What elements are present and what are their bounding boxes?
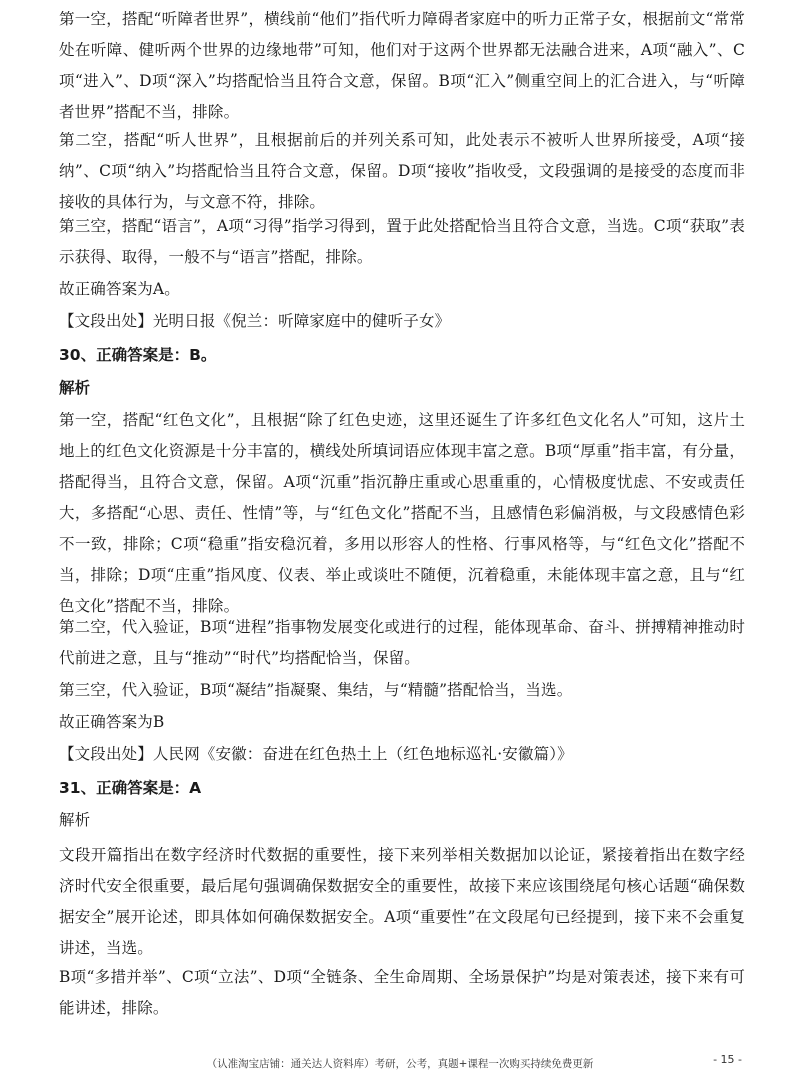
q31-paragraph-2: B项“多措并举”、C项“立法”、D项“全链条、全生命周期、全场景保护”均是对策表述，接下来有可能讲述，排除。 — [59, 968, 745, 1017]
q30-blank1-paragraph: 第一空，搭配“红色文化”，且根据“除了红色史迹，这里还诞生了许多红色文化名人”可知，这片土地上的红色文化资源是十分丰富的，横线处所填词语应体现丰富之意。B项“厚重”指丰富，有分量，搭配得当，且符合文意，保留。A项“沉重”指沉静庄重或心思重重的，心情极度忧虑、不安或责任大，多搭配“心思、责任、性情”等，与“红色文化”搭配不当，且感情色彩偏消极，与文段感情色彩不一致，排除；C项“稳重”指安稳沉着，多用以形容人的性格、行事风格等，与“红色文化”搭配不当，排除；D项“庄重”指风度、仪表、举止或谈吐不随便，沉着稳重，未能体现丰富之意，且与“红色文化”搭配不当，排除。 — [59, 411, 745, 615]
q29-conclusion: 故正确答案为A。 — [59, 280, 180, 298]
q30-heading: 30、正确答案是：B。 — [59, 346, 217, 364]
q29-blank3-paragraph: 第三空，搭配“语言”，A项“习得”指学习得到，置于此处搭配恰当且符合文意，当选。C项“获取”表示获得、取得，一般不与“语言”搭配，排除。 — [59, 217, 745, 266]
q29-blank1-paragraph: 第一空，搭配“听障者世界”，横线前“他们”指代听力障碍者家庭中的听力正常子女，根据前文“常常处在听障、健听两个世界的边缘地带”可知，他们对于这两个世界都无法融合进来，A项“融入”、C项“进入”、D项“深入”均搭配恰当且符合文意，保留。B项“汇入”侧重空间上的汇合进入，与“听障者世界”搭配不当，排除。 — [59, 10, 745, 121]
page-number: - 15 - — [713, 1053, 742, 1066]
q31-heading: 31、正确答案是：A — [59, 779, 202, 797]
q31-paragraph-1: 文段开篇指出在数字经济时代数据的重要性，接下来列举相关数据加以论证，紧接着指出在数字经济时代安全很重要，最后尾句强调确保数据安全的重要性，故接下来应该围绕尾句核心话题“确保数据安全”展开论述，即具体如何确保数据安全。A项“重要性”在文段尾句已经提到，接下来不会重复讲述，当选。 — [59, 846, 745, 957]
q30-blank2-paragraph: 第二空，代入验证，B项“进程”指事物发展变化或进行的过程，能体现革命、奋斗、拼搏精神推动时代前进之意，且与“推动”“时代”均搭配恰当，保留。 — [59, 618, 745, 667]
page-footer: （认准淘宝店铺：通关达人资料库）考研，公考，真题+课程一次购买持续免费更新 — [206, 1058, 594, 1070]
q30-analysis-label: 解析 — [59, 379, 91, 397]
q29-source: 【文段出处】光明日报《倪兰：听障家庭中的健听子女》 — [59, 312, 451, 330]
q31-analysis-label: 解析 — [59, 811, 91, 829]
q30-blank3-paragraph: 第三空，代入验证，B项“凝结”指凝聚、集结，与“精髓”搭配恰当，当选。 — [59, 681, 573, 699]
q29-blank2-paragraph: 第二空，搭配“听人世界”，且根据前后的并列关系可知，此处表示不被听人世界所接受，A项“接纳”、C项“纳入”均搭配恰当且符合文意，保留。D项“接收”指收受，文段强调的是接受的态度而非接收的具体行为，与文意不符，排除。 — [59, 131, 745, 211]
q30-conclusion: 故正确答案为B — [59, 713, 165, 731]
q30-source: 【文段出处】人民网《安徽：奋进在红色热土上（红色地标巡礼·安徽篇）》 — [59, 745, 573, 763]
